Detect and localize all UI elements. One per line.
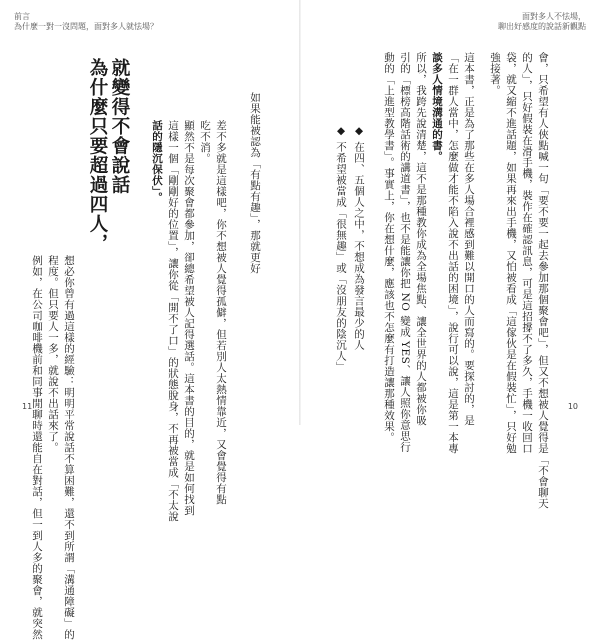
running-head-left [14, 12, 158, 32]
right-page [300, 0, 600, 509]
page-number-right: 10 [567, 402, 578, 411]
right-body-column-1: 動的「上進型教學書」。事實上，你在想什麼，應該也不怎麼有打造讓那種效果。 [383, 52, 395, 443]
bullet-item-2 [334, 125, 347, 372]
right-body-column-2: 引的「標榜高階話術的講道書」，也不是能讓你把 NO 變成 YES、讓人照你意思行 [399, 52, 411, 453]
right-body-column-10: 會，只希望有人俠點喊一句「要不要一起去參加那個聚會吧」，但又不想被人覺得是「不會聊天 [537, 52, 549, 509]
chapter-heading [86, 58, 130, 253]
bullet-diamond-icon: ◆ [335, 125, 347, 138]
running-head-right-line2: 聊出好感度的說話新觀點 [498, 22, 586, 31]
running-head-right [498, 12, 586, 32]
right-body-column-3: 所以，我跨先說清楚，這不是那種教你成為全場焦點、讓全世界的人都被你吸 [415, 52, 427, 426]
left-body-column-3: 想必你曾有過這樣的經驗：明明平常說話不算困難，還不到所謂「溝通障礙」的 [63, 255, 75, 640]
right-body-column-6: 這本書，正是為了那些在多人場合裡感到難以開口的人而寫的。要探討的，是 [463, 52, 475, 426]
right-body-column-9: 的人」，只好假裝在滑手機，裝作在確認訊息，可是這招撐不了多久，手機一收回口 [521, 52, 533, 454]
left-body-column-1: 例如，在公司咖啡機前和同事閒聊時還能自在對話，但一到人多的聚會，就突然 [31, 255, 43, 640]
chapter-heading-line1: 為什麼只要超過四人， [87, 58, 108, 253]
right-body-column-5: 「在一群人當中，怎麼做才能不陷入說不出話的困境」，說行可以說，這是第一本專 [447, 52, 459, 454]
running-head-right-line1: 面對多人不怯場， [522, 12, 586, 21]
left-body-column-5: 這樣一個「剛剛好的位置」，讓你從「開不了口」的狀態脫身，不再被當成「不太說 [167, 120, 179, 522]
right-body-column-4: 談多人情境溝通的書。 [431, 52, 443, 162]
running-head-left-line1: 前言 [14, 12, 30, 21]
right-body-column-8: 袋，就又縮不進話題，如果再來出手機，又怕被看成「這傢伙是在假裝忙」，只好勉 [505, 52, 517, 454]
left-body-column-9: 如果能被認為「有點有趣」，那就更好 [249, 92, 261, 274]
bullet-item-2-text: 不希望被當成「很無趣」或「沒朋友的陰沉人」 [335, 141, 347, 373]
left-body-column-8: 差不多就是這樣吧，你不想被人覺得孤僻，但若別人太熱情靠近，又會覺得有點 [215, 120, 227, 505]
left-body-column-2: 程度。但只要人一多，就說不出話來了。 [47, 255, 59, 453]
running-head-left-line2: 為什麼一對一沒問題，面對多人就怯場？ [14, 22, 158, 31]
bullet-item-1-text: 在四、五個人之中，不想成為發言最少的人 [353, 141, 365, 351]
right-body-column-7: 強接著。 [489, 52, 501, 96]
bullet-diamond-icon: ◆ [353, 125, 365, 138]
left-body-column-4: 話的隱沉保伏」。 [151, 120, 163, 203]
bullet-item-1 [352, 125, 365, 350]
left-body-column-6: 顯然不是每次聚會都參加，卻總希望被人記得選話。這本書的目的，就是如何找到 [183, 120, 195, 516]
chapter-heading-line2: 就變得不會說話 [109, 58, 130, 195]
page-number-left: 11 [22, 402, 33, 411]
left-body-column-7: 吃不消。 [199, 120, 211, 164]
